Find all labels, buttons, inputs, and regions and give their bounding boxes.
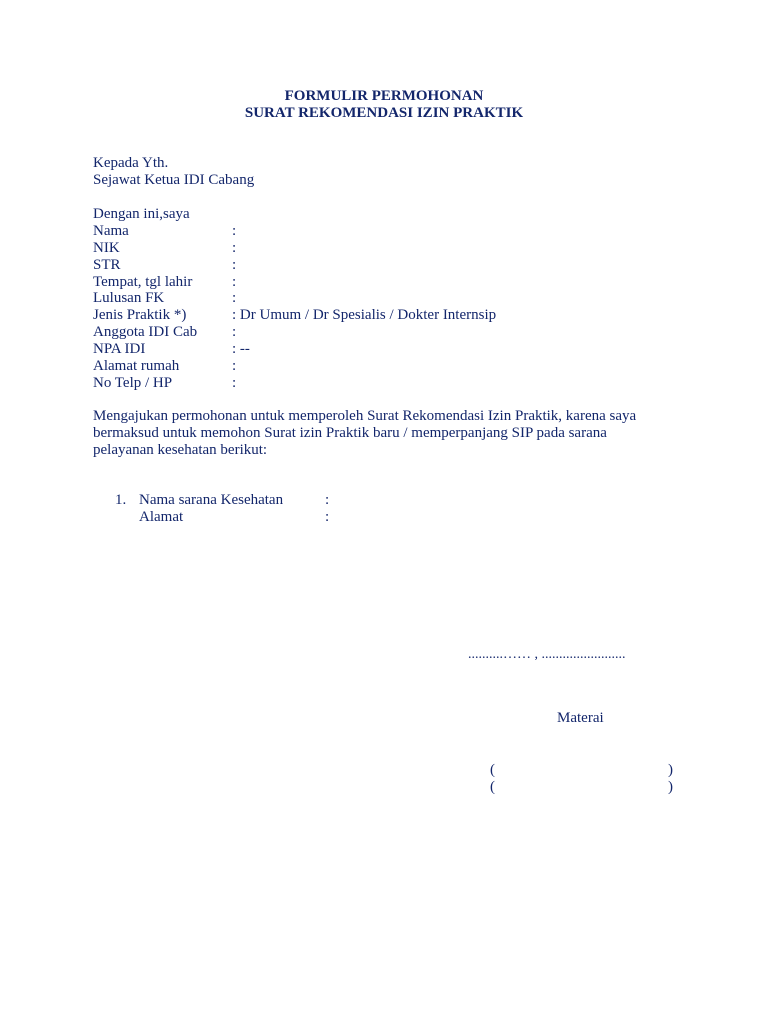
field-value-str: :: [232, 257, 237, 273]
facility-address-label: Alamat: [139, 509, 184, 525]
field-label-jenis-praktik: Jenis Praktik *): [93, 307, 187, 323]
field-value-alamat-rumah: :: [232, 358, 237, 374]
signature-open-paren-2: (: [490, 779, 495, 795]
facility-list-number: 1.: [115, 492, 127, 508]
place-date-line: ..........…… , ........................: [468, 647, 626, 662]
field-label-str: STR: [93, 257, 121, 273]
field-value-tempat-tgl-lahir: :: [232, 274, 237, 290]
field-value-jenis-praktik: : Dr Umum / Dr Spesialis / Dokter Internsip: [232, 307, 497, 323]
facility-address-value: :: [325, 509, 330, 525]
field-label-lulusan-fk: Lulusan FK: [93, 290, 165, 306]
field-label-nama: Nama: [93, 223, 129, 239]
facility-name-value: :: [325, 492, 330, 508]
field-label-no-telp: No Telp / HP: [93, 375, 173, 391]
field-label-npa-idi: NPA IDI: [93, 341, 146, 357]
addressee-recipient: Sejawat Ketua IDI Cabang: [93, 172, 255, 188]
form-subtitle: SURAT REKOMENDASI IZIN PRAKTIK: [244, 105, 524, 121]
field-value-npa-idi: : --: [232, 341, 250, 357]
signature-close-paren-1: ): [668, 762, 673, 778]
field-value-anggota-idi-cab: :: [232, 324, 237, 340]
stamp-label: Materai: [557, 710, 604, 726]
field-value-no-telp: :: [232, 375, 237, 391]
form-title: FORMULIR PERMOHONAN: [284, 88, 484, 104]
intro-text: Dengan ini,saya: [93, 206, 190, 222]
signature-close-paren-2: ): [668, 779, 673, 795]
body-line-1: Mengajukan permohonan untuk memperoleh Surat Rekomendasi Izin Praktik, karena saya: [93, 408, 637, 424]
facility-name-label: Nama sarana Kesehatan: [139, 492, 284, 508]
signature-open-paren-1: (: [490, 762, 495, 778]
body-line-2: bermaksud untuk memohon Surat izin Praktik baru / memperpanjang SIP pada sarana: [93, 425, 607, 441]
field-label-anggota-idi-cab: Anggota IDI Cab: [93, 324, 198, 340]
field-label-tempat-tgl-lahir: Tempat, tgl lahir: [93, 274, 193, 290]
body-line-3: pelayanan kesehatan berikut:: [93, 442, 268, 458]
field-value-nik: :: [232, 240, 237, 256]
field-value-lulusan-fk: :: [232, 290, 237, 306]
field-value-nama: :: [232, 223, 237, 239]
field-label-alamat-rumah: Alamat rumah: [93, 358, 180, 374]
field-label-nik: NIK: [93, 240, 120, 256]
addressee-greeting: Kepada Yth.: [93, 155, 169, 171]
